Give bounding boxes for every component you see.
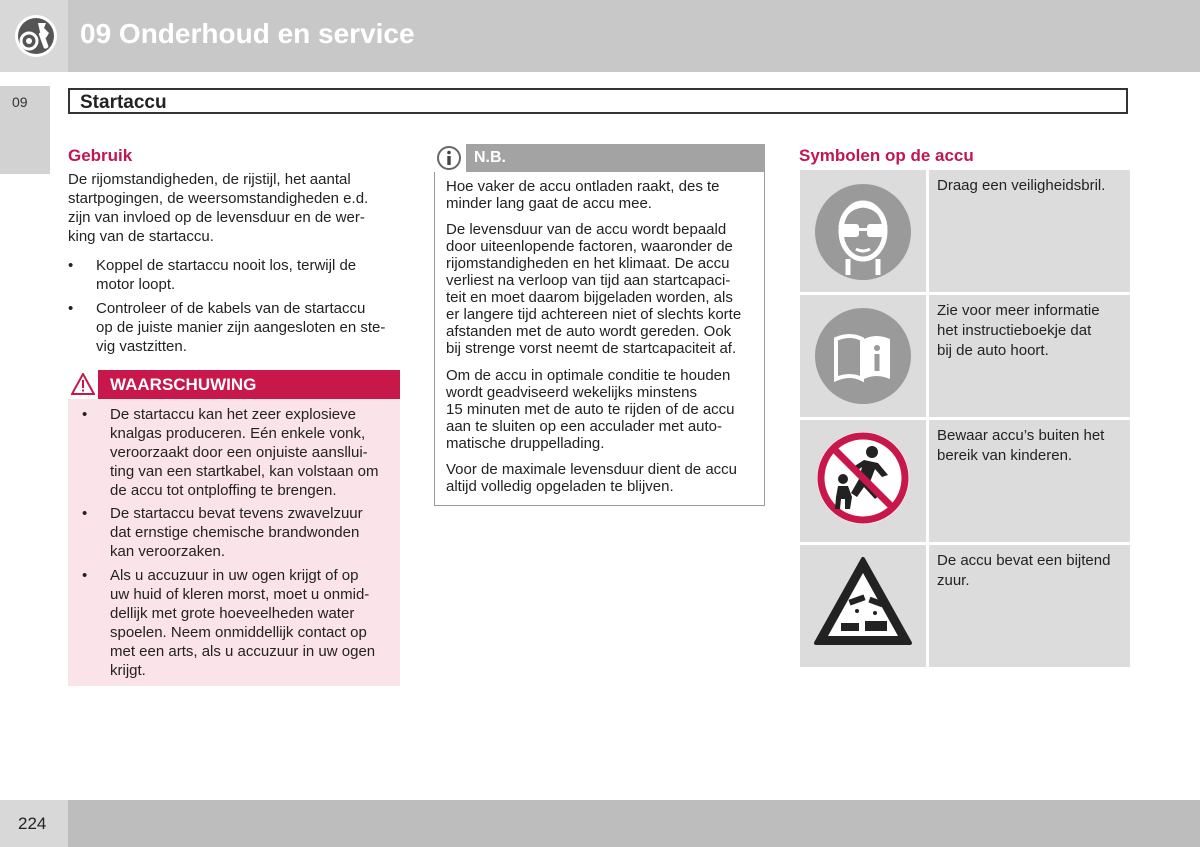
text-line: minder lang gaat de accu mee. bbox=[446, 195, 652, 212]
text-line: De startaccu kan het zeer explosieve bbox=[110, 406, 356, 423]
text-line: er langere tijd achtereen niet of slechts korte bbox=[446, 306, 742, 323]
text-line: verliest na verloop van tijd aan startcapaci- bbox=[446, 272, 731, 289]
no-children-icon bbox=[812, 427, 914, 529]
bullet-dot: • bbox=[68, 300, 74, 317]
note-paragraph bbox=[446, 461, 758, 495]
text-line: veroorzaakt door een onjuiste aansllui- bbox=[110, 444, 368, 461]
text-line: Zie voor meer informatie bbox=[937, 302, 1100, 319]
gebruik-intro bbox=[68, 170, 398, 246]
text-line: 15 minuten met de auto te rijden of de accu bbox=[446, 401, 735, 418]
text-line: De startaccu bevat tevens zwavelzuur bbox=[110, 505, 363, 522]
list-item bbox=[82, 405, 392, 500]
text-line: spoelen. Neem onmiddellijk contact op bbox=[110, 624, 367, 641]
text-line: motor loopt. bbox=[96, 276, 176, 293]
text-line: bij de auto hoort. bbox=[937, 342, 1049, 359]
text-line: dellijk met grote hoeveelheden water bbox=[110, 605, 355, 622]
text-line: altijd volledig opgeladen te blijven. bbox=[446, 478, 674, 495]
note-paragraph bbox=[446, 178, 758, 212]
text-line: aan te sluiten op een acculader met auto- bbox=[446, 418, 723, 435]
list-item bbox=[68, 299, 398, 356]
text-line: vig vastzitten. bbox=[96, 338, 187, 355]
text-line: Controleer of de kabels van de startaccu bbox=[96, 300, 366, 317]
text-line: matische druppellading. bbox=[446, 435, 605, 452]
list-item bbox=[82, 504, 392, 561]
warning-triangle-icon bbox=[71, 373, 95, 395]
text-line: De rijomstandigheden, de rijstijl, het aantal bbox=[68, 171, 351, 188]
bullet-dot: • bbox=[82, 505, 88, 522]
text-line: bij strenge vorst neemt de startcapaciteit af. bbox=[446, 340, 737, 357]
text-line: De levensduur van de accu wordt bepaald bbox=[446, 221, 727, 238]
text-line: De accu bevat een bijtend bbox=[937, 552, 1111, 569]
text-line: Voor de maximale levensduur dient de accu bbox=[446, 461, 738, 478]
chapter-title: 09 Onderhoud en service bbox=[80, 18, 415, 49]
wrench-gear-icon bbox=[14, 14, 58, 58]
text-line: krijgt. bbox=[110, 662, 146, 679]
text-line: het instructieboekje dat bbox=[937, 322, 1092, 339]
manual-icon bbox=[808, 301, 918, 411]
note-paragraph bbox=[446, 367, 758, 452]
text-line: door uiteenlopende factoren, waaronder de bbox=[446, 238, 733, 255]
text-line: uw huid of kleren morst, moet u onmid- bbox=[110, 586, 370, 603]
text-line: met een arts, als u accuzuur in uw ogen bbox=[110, 643, 376, 660]
section-title-box bbox=[68, 88, 1128, 114]
warning-title: WAARSCHUWING bbox=[110, 375, 257, 394]
bullet-dot: • bbox=[82, 567, 88, 584]
text-line: king van de startaccu. bbox=[68, 228, 214, 245]
gebruik-heading: Gebruik bbox=[68, 146, 133, 165]
text-line: Om de accu in optimale conditie te houden bbox=[446, 367, 731, 384]
text-line: teit en moet daarom bijgeladen worden, als bbox=[446, 289, 733, 306]
text-line: knalgas produceren. Eén enkele vonk, bbox=[110, 425, 366, 442]
bullet-dot: • bbox=[82, 406, 88, 423]
text-line: Hoe vaker de accu ontladen raakt, des te bbox=[446, 178, 720, 195]
page-number: 224 bbox=[18, 814, 47, 833]
symbol-text bbox=[937, 551, 1127, 591]
footer-band bbox=[0, 800, 1200, 847]
text-line: afstanden met de auto wordt gereden. Ook bbox=[446, 323, 732, 340]
info-icon bbox=[436, 145, 462, 171]
text-line: startpogingen, de weersomstandigheden e.d. bbox=[68, 190, 369, 207]
text-line: bereik van kinderen. bbox=[937, 447, 1073, 464]
text-line: rijomstandigheden en het klimaat. De accu bbox=[446, 255, 730, 272]
corrosive-icon bbox=[813, 555, 913, 647]
note-paragraph bbox=[446, 221, 758, 357]
side-tab-label: 09 bbox=[12, 94, 28, 110]
text-line: zuur. bbox=[937, 572, 970, 589]
text-line: Koppel de startaccu nooit los, terwijl de bbox=[96, 257, 357, 274]
text-line: Bewaar accu’s buiten het bbox=[937, 427, 1105, 444]
section-title: Startaccu bbox=[80, 92, 167, 113]
text-line: dat ernstige chemische brandwonden bbox=[110, 524, 360, 541]
text-line: kan veroorzaken. bbox=[110, 543, 226, 560]
text-line: zijn van invloed op de levensduur en de wer- bbox=[68, 209, 365, 226]
symbol-text bbox=[937, 426, 1127, 466]
text-line: Draag een veiligheidsbril. bbox=[937, 177, 1106, 194]
text-line: Als u accuzuur in uw ogen krijgt of op bbox=[110, 567, 359, 584]
text-line: wordt geadviseerd wekelijks minstens bbox=[446, 384, 697, 401]
goggles-icon bbox=[808, 177, 918, 287]
text-line: ting van een startkabel, kan volstaan om bbox=[110, 463, 379, 480]
symbol-text bbox=[937, 301, 1127, 361]
list-item bbox=[82, 566, 392, 680]
list-item bbox=[68, 256, 398, 294]
note-title: N.B. bbox=[474, 149, 506, 166]
text-line: op de juiste manier zijn aangesloten en ste- bbox=[96, 319, 386, 336]
symbols-heading: Symbolen op de accu bbox=[799, 146, 974, 165]
symbol-text bbox=[937, 176, 1127, 196]
text-line: de accu tot ontploffing te brengen. bbox=[110, 482, 337, 499]
bullet-dot: • bbox=[68, 257, 74, 274]
